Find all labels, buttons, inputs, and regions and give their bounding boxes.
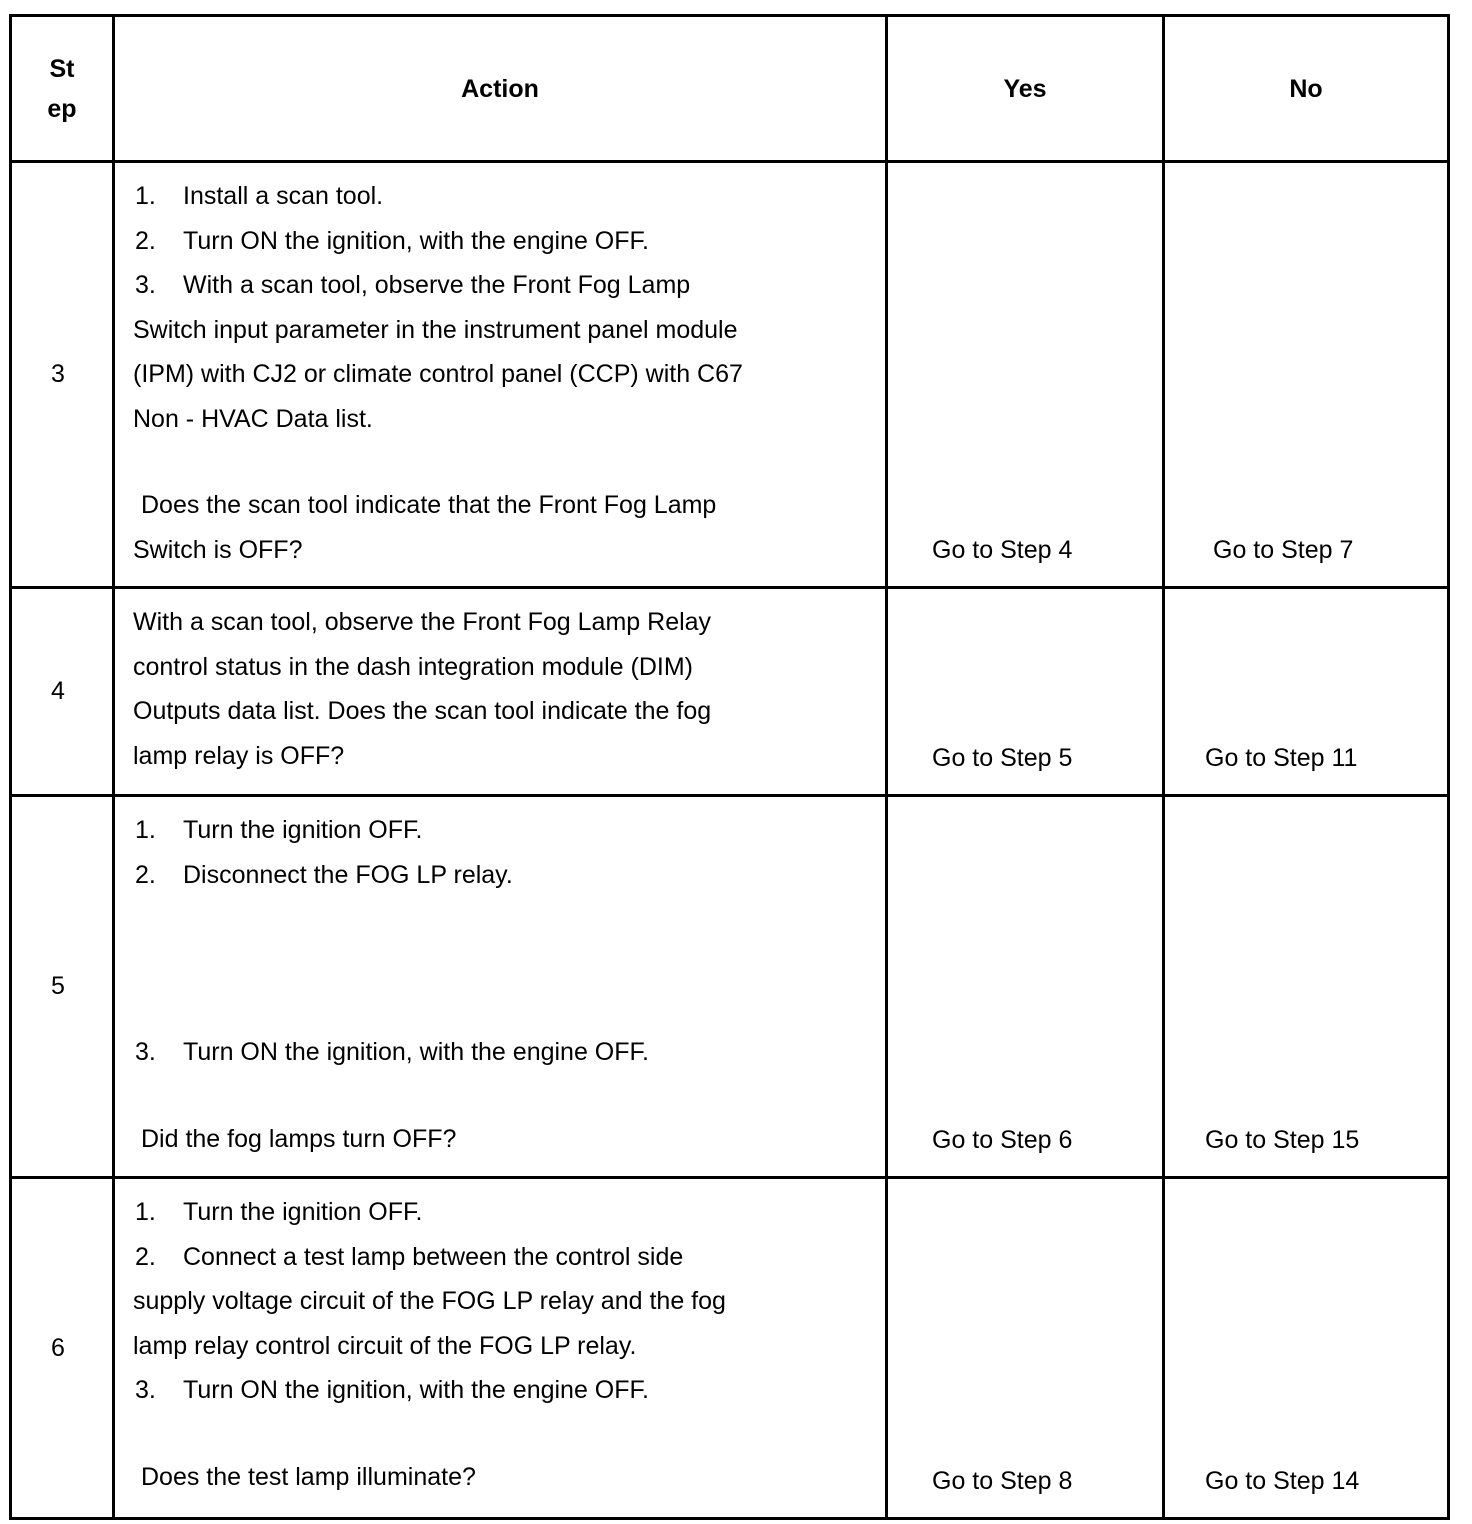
question-text: Switch is OFF? <box>133 535 303 564</box>
step-number: 5 <box>11 796 114 1178</box>
table-row <box>11 1178 1449 1519</box>
header-yes: Yes <box>887 16 1164 162</box>
list-item: 1. Turn the ignition OFF. <box>135 816 423 844</box>
yes-outcome: Go to Step 6 <box>887 796 1164 1178</box>
header-action: Action <box>114 16 887 162</box>
yes-outcome: Go to Step 8 <box>887 1178 1164 1519</box>
no-outcome: Go to Step 15 <box>1164 796 1449 1178</box>
list-item: 2. Disconnect the FOG LP relay. <box>135 860 513 889</box>
diagnostic-table <box>9 14 1450 1520</box>
table-header-row <box>11 16 1449 162</box>
step-number: 3 <box>11 162 114 588</box>
text-line: lamp relay is OFF? <box>133 741 345 770</box>
question-text: Does the test lamp illuminate? <box>141 1462 476 1491</box>
list-item: 1. Install a scan tool. <box>135 182 384 210</box>
table-row <box>11 796 1449 1178</box>
question-text: Does the scan tool indicate that the Front Fog Lamp <box>141 491 717 519</box>
action-cell <box>114 588 887 796</box>
text-line: supply voltage circuit of the FOG LP relay and the fog <box>133 1287 726 1315</box>
yes-outcome: Go to Step 5 <box>887 588 1164 796</box>
text-line: lamp relay control circuit of the FOG LP relay. <box>133 1331 637 1360</box>
step-number: 6 <box>11 1178 114 1519</box>
text-line: With a scan tool, observe the Front Fog Lamp Relay <box>133 608 712 636</box>
action-cell <box>114 1178 887 1519</box>
diagnostic-table-sheet <box>9 14 1447 1517</box>
no-outcome: Go to Step 11 <box>1164 588 1449 796</box>
table-row <box>11 588 1449 796</box>
text-line: Outputs data list. Does the scan tool indicate the fog <box>133 697 712 725</box>
question-text: Did the fog lamps turn OFF? <box>141 1124 457 1153</box>
list-item: 3. Turn ON the ignition, with the engine OFF. <box>135 1038 649 1066</box>
action-cell <box>114 162 887 588</box>
header-step: St ep <box>11 16 114 162</box>
list-item: 2. Connect a test lamp between the control side <box>135 1242 684 1271</box>
no-outcome: Go to Step 14 <box>1164 1178 1449 1519</box>
yes-outcome: Go to Step 4 <box>887 162 1164 588</box>
list-item: 3. Turn ON the ignition, with the engine OFF. <box>135 1376 649 1404</box>
no-outcome: Go to Step 7 <box>1164 162 1449 588</box>
list-item: 1. Turn the ignition OFF. <box>135 1198 423 1226</box>
header-no: No <box>1164 16 1449 162</box>
text-line: (IPM) with CJ2 or climate control panel (CCP) with C67 <box>133 360 743 388</box>
table-row <box>11 162 1449 588</box>
step-number: 4 <box>11 588 114 796</box>
text-line: Switch input parameter in the instrument panel module <box>133 315 738 344</box>
text-line: Non - HVAC Data list. <box>133 404 373 433</box>
list-item: 3. With a scan tool, observe the Front Fog Lamp <box>135 271 691 299</box>
text-line: control status in the dash integration module (DIM) <box>133 652 693 681</box>
list-item: 2. Turn ON the ignition, with the engine OFF. <box>135 226 649 255</box>
action-cell <box>114 796 887 1178</box>
